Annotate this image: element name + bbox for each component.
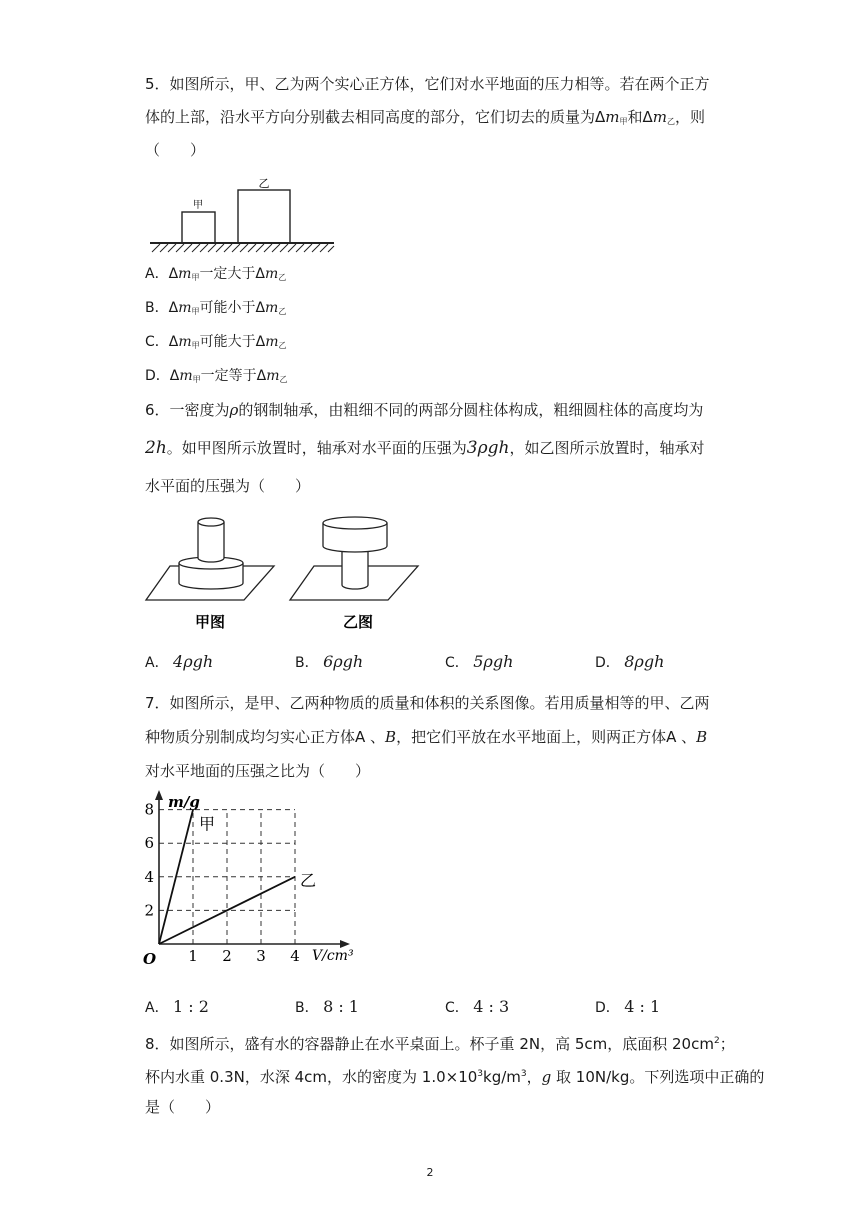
q5-line1: 5．如图所示，甲、乙为两个实心正方体，它们对水平地面的压力相等。若在两个正方 <box>145 75 710 93</box>
q5-figure <box>148 172 338 254</box>
page-number: 2 <box>426 1166 434 1179</box>
q6-line1: 6．一密度为ρ的钢制轴承，由粗细不同的两部分圆柱体构成，粗细圆柱体的高度均为 <box>145 401 704 419</box>
q6-option-d[interactable]: D． 8ρgh <box>595 652 665 671</box>
cube-jia-label: 甲 <box>193 200 203 211</box>
x-tick-label-1: 1 <box>188 947 198 965</box>
cube-yi <box>238 190 290 243</box>
ground-hatching <box>150 243 334 252</box>
q7-line2: 种物质分别制成均匀实心正方体A 、B，把它们平放在水平地面上，则两正方体A 、B <box>145 728 708 746</box>
x-tick-label-2: 2 <box>222 947 232 965</box>
bearing-fig-yi <box>290 517 418 600</box>
q5-line2: 体的上部，沿水平方向分别截去相同高度的部分，它们切去的质量为$\Delta m_甲$和$\Delta m_乙$，则 <box>145 108 706 126</box>
mass-volume-chart <box>140 788 370 973</box>
y-tick-label-4: 4 <box>144 867 154 886</box>
q7-option-a[interactable]: A． 1 : 2 <box>145 997 209 1016</box>
q7-line1: 7．如图所示，是甲、乙两种物质的质量和体积的关系图像。若用质量相等的甲、乙两 <box>145 694 710 712</box>
fig-jia-caption: 甲图 <box>194 613 226 631</box>
q7-option-d[interactable]: D． 4 : 1 <box>595 997 661 1016</box>
q6-line2: 2h。如甲图所示放置时，轴承对水平面的压强为3ρgh，如乙图所示放置时，轴承对 <box>145 438 705 458</box>
series-label-jia: 甲 <box>199 814 216 834</box>
cube-jia <box>182 212 215 243</box>
q7-option-c[interactable]: C． 4 : 3 <box>445 997 510 1016</box>
y-axis-label: m/g <box>168 793 200 811</box>
fig-yi-caption: 乙图 <box>342 613 374 631</box>
q5-option-a[interactable]: A．$\Delta m_甲$一定大于$\Delta m_乙$ <box>145 266 287 282</box>
q7-option-b[interactable]: B． 8 : 1 <box>295 997 359 1016</box>
x-tick-label-4: 4 <box>290 947 300 965</box>
q6-line3: 水平面的压强为（ ） <box>145 477 311 495</box>
bearing-fig-jia <box>146 518 274 600</box>
x-axis-arrow <box>340 940 350 948</box>
series-label-yi: 乙 <box>300 870 317 890</box>
q5-option-b[interactable]: B．$\Delta m_甲$可能小于$\Delta m_乙$ <box>145 300 287 316</box>
x-axis-label: V/cm³ <box>312 948 354 964</box>
q6-figure <box>140 508 440 636</box>
q6-option-a[interactable]: A． 4ρgh <box>145 652 214 671</box>
y-tick-label-2: 2 <box>144 901 154 920</box>
y-axis-arrow <box>155 790 163 800</box>
q7-line3: 对水平地面的压强之比为（ ） <box>145 762 371 780</box>
q6-option-b[interactable]: B． 6ρgh <box>295 652 364 671</box>
y-tick-label-6: 6 <box>144 834 154 853</box>
chart-grid <box>159 810 295 944</box>
q8-line3: 是（ ） <box>145 1098 221 1116</box>
q5-answer-paren: （ ） <box>145 141 206 159</box>
x-tick-label-3: 3 <box>256 947 266 965</box>
origin-label: O <box>143 950 157 968</box>
q8-line1: 8．如图所示，盛有水的容器静止在水平桌面上。杯子重 2N，高 5cm，底面积 $20cm^2$； <box>145 1035 735 1053</box>
cube-yi-label: 乙 <box>258 177 270 190</box>
y-tick-label-8: 8 <box>144 800 154 819</box>
q5-option-c[interactable]: C．$\Delta m_甲$可能大于$\Delta m_乙$ <box>145 334 287 350</box>
q8-line2: 杯内水重 0.3N，水深 4cm，水的密度为 $1.0\times 10^3kg/m^3$，g 取 10N/kg。下列选项中正确的 <box>145 1068 765 1086</box>
q5-option-d[interactable]: D．$\Delta m_甲$一定等于$\Delta m_乙$ <box>145 368 288 384</box>
q6-option-c[interactable]: C． 5ρgh <box>445 652 514 671</box>
